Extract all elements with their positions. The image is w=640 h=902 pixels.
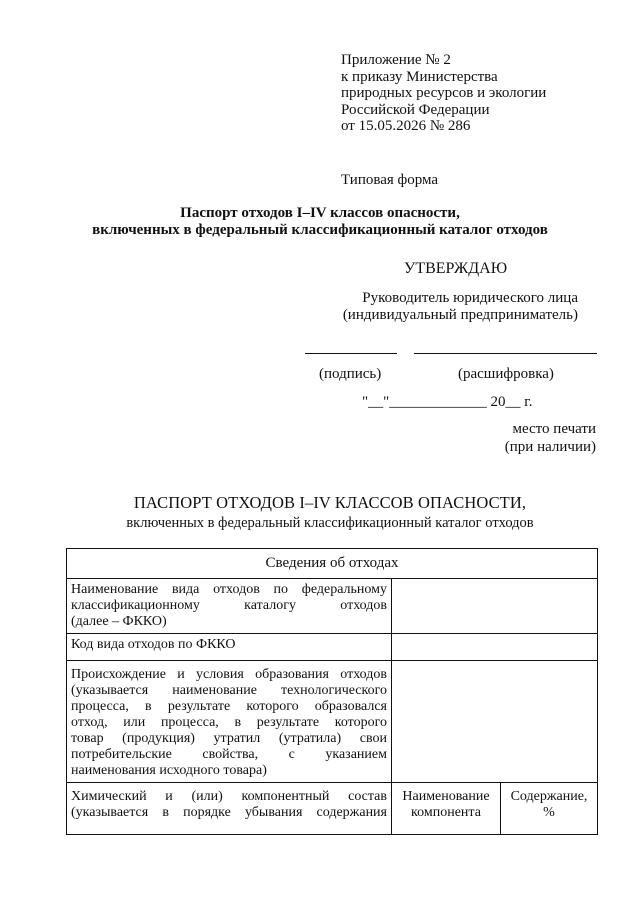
- cell-line: классификационному каталогу отходов: [71, 598, 387, 613]
- cell-line: Наименование вида отходов по федеральному: [71, 582, 387, 597]
- date-line: "__"_____________ 20__ г.: [362, 394, 533, 410]
- cell-line: потребительские свойства, с указанием: [71, 747, 387, 762]
- label-cell: [67, 783, 392, 835]
- approval-heading: УТВЕРЖДАЮ: [404, 260, 508, 277]
- decode-label: (расшифровка): [458, 366, 554, 382]
- component-name-header: Наименование компонента: [392, 783, 501, 835]
- appendix-line: к приказу Министерства: [341, 68, 498, 85]
- signature-label: (подпись): [319, 366, 382, 382]
- approver-role-line: (индивидуальный предприниматель): [342, 307, 578, 323]
- signature-line: [305, 353, 397, 354]
- value-cell[interactable]: [392, 634, 598, 661]
- cell-line: (указывается наименование технологического: [71, 683, 387, 698]
- cell-line: Химический и (или) компонентный состав: [71, 789, 387, 804]
- approver-role: [330, 290, 578, 324]
- bold-title-line: Паспорт отходов I–IV классов опасности,: [180, 205, 460, 221]
- seal-note: [490, 420, 596, 456]
- appendix-block: [341, 52, 546, 135]
- form-type-label: Типовая форма: [341, 172, 439, 188]
- document-title-main: ПАСПОРТ ОТХОДОВ I–IV КЛАССОВ ОПАСНОСТИ,: [133, 493, 527, 512]
- cell-line: наименования исходного товара): [71, 763, 267, 778]
- table-row: [67, 783, 598, 835]
- value-cell[interactable]: [392, 579, 598, 634]
- cell-line: товар (продукция) утратил (утратила) свои: [71, 731, 387, 746]
- cell-line: процесса, в результате которого образовался: [71, 699, 387, 714]
- appendix-line: Российской Федерации: [341, 101, 490, 118]
- cell-line: Происхождение и условия образования отходов: [71, 667, 387, 682]
- decode-line: [414, 353, 597, 354]
- appendix-line: от 15.05.2026 № 286: [341, 118, 471, 134]
- cell-line: отход, или процесса, в результате которого: [71, 715, 387, 730]
- cell-line: (указывается в порядке убывания содержания: [71, 805, 387, 820]
- content-percent-header: Содержание, %: [501, 783, 598, 835]
- seal-line: (при наличии): [504, 439, 596, 455]
- table-row: [67, 634, 598, 661]
- cell-line: (далее – ФККО): [71, 614, 167, 629]
- label-cell: [67, 579, 392, 634]
- seal-line: место печати: [512, 421, 596, 437]
- label-cell: Код вида отходов по ФККО: [67, 634, 392, 661]
- bold-title: [60, 205, 580, 239]
- waste-info-table: [66, 548, 598, 835]
- value-cell[interactable]: [392, 661, 598, 783]
- table-row: [67, 579, 598, 634]
- document-title: [60, 493, 600, 533]
- table-row: [67, 661, 598, 783]
- table-row: [67, 549, 598, 579]
- label-cell: [67, 661, 392, 783]
- approver-role-line: Руководитель юридического лица: [362, 290, 578, 306]
- document-title-sub: включенных в федеральный классификационный каталог отходов: [126, 515, 534, 531]
- bold-title-line: включенных в федеральный классификационный каталог отходов: [92, 222, 548, 238]
- appendix-line: природных ресурсов и экологии: [341, 85, 547, 101]
- table-header: Сведения об отходах: [67, 549, 598, 579]
- appendix-line: Приложение № 2: [341, 52, 451, 68]
